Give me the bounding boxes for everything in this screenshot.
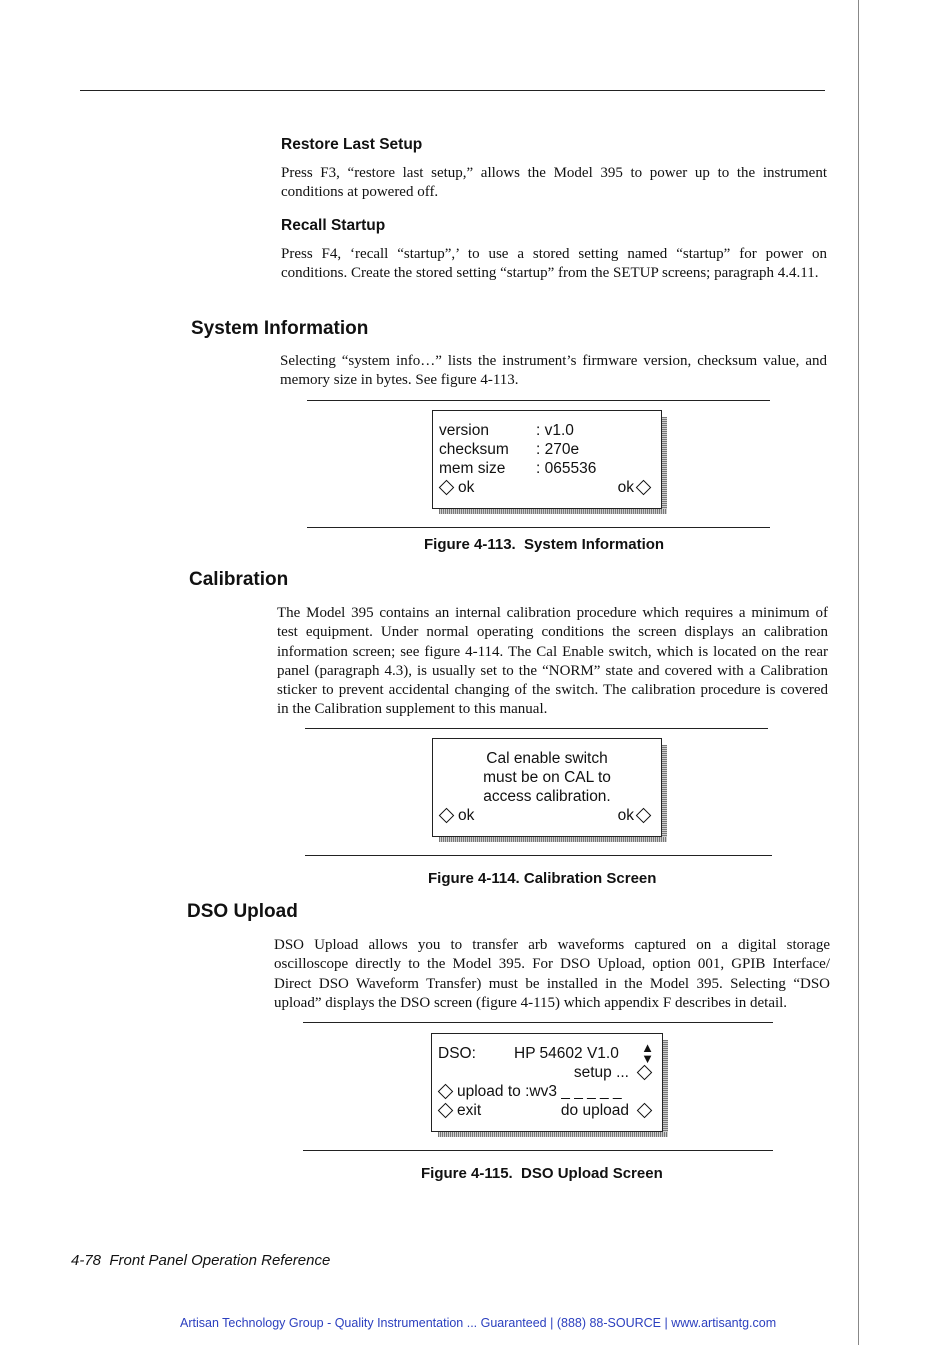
fig114-line-1: Cal enable switch xyxy=(486,750,608,767)
fig115-dso-value: HP 54602 V1.0 xyxy=(514,1045,619,1062)
fig115-upload-to-label: upload to :wv3 _ _ _ _ _ xyxy=(457,1083,622,1100)
header-rule xyxy=(80,90,825,91)
fig113-caption: Figure 4-113. System Information xyxy=(424,536,665,553)
recall-startup-heading: Recall Startup xyxy=(281,217,386,234)
restore-last-setup-heading: Restore Last Setup xyxy=(281,136,423,153)
fig114-left-softkey[interactable] xyxy=(437,807,474,825)
fig115-caption: Figure 4-115. DSO Upload Screen xyxy=(421,1165,663,1182)
fig115-dso-label: DSO: xyxy=(438,1045,476,1062)
diamond-icon xyxy=(636,808,652,824)
vendor-banner-link[interactable]: Artisan Technology Group - Quality Instrumentation ... Guaranteed | (888) 88-SOURCE | www.artisantg.com xyxy=(180,1316,777,1330)
restore-last-setup-body: Press F3, “restore last setup,” allows the Model 395 to power up to the instrument conditions at powered off. xyxy=(281,165,827,201)
fig115-upload-to-softkey[interactable] xyxy=(436,1083,622,1101)
fig114-left-softkey-label: ok xyxy=(458,807,475,824)
fig113-left-softkey-label: ok xyxy=(458,479,475,496)
fig113-right-softkey[interactable] xyxy=(618,479,655,497)
system-information-body: Selecting “system info…” lists the instrument’s firmware version, checksum value, and memory size in bytes. See figure 4-113. xyxy=(280,353,827,389)
diamond-icon xyxy=(439,808,455,824)
fig114-right-softkey[interactable] xyxy=(618,807,655,825)
fig113-top-rule xyxy=(307,400,770,401)
diamond-icon xyxy=(439,480,455,496)
page-reference: 4-78 Front Panel Operation Reference xyxy=(71,1252,331,1269)
fig115-setup-softkey[interactable] xyxy=(574,1064,656,1082)
fig113-version-label: version xyxy=(439,422,489,439)
fig113-version-value: : v1.0 xyxy=(536,422,574,439)
system-information-heading: System Information xyxy=(191,318,369,339)
recall-startup-body: Press F4, ‘recall “startup”,’ to use a stored setting named “startup” for power on conditions. Create the stored setting “startup” from the SETUP screens; paragraph 4.4.11. xyxy=(281,246,827,282)
fig114-caption: Figure 4-114. Calibration Screen xyxy=(428,870,657,887)
page-edge-line xyxy=(858,0,859,1345)
fig113-memsize-label: mem size xyxy=(439,460,506,477)
fig113-memsize-value: : 065536 xyxy=(536,460,597,477)
fig113-right-softkey-label: ok xyxy=(617,479,634,496)
fig115-top-rule xyxy=(303,1022,773,1023)
diamond-icon xyxy=(637,1065,653,1081)
fig113-left-softkey[interactable] xyxy=(437,479,474,497)
fig114-line-2: must be on CAL to xyxy=(483,769,611,786)
diamond-icon xyxy=(637,1103,653,1119)
up-down-arrow-icon[interactable]: ▲ ▼ xyxy=(641,1040,654,1066)
diamond-icon xyxy=(438,1084,454,1100)
fig115-do-upload-softkey[interactable] xyxy=(561,1102,656,1120)
diamond-icon xyxy=(636,480,652,496)
fig115-bottom-rule xyxy=(303,1150,773,1151)
fig114-top-rule xyxy=(305,728,768,729)
fig114-lcd-screen xyxy=(432,738,662,837)
calibration-body: The Model 395 contains an internal calibration procedure which requires a minimum of test equipment. Under normal operating conditions the screen displays an calibration information screen; see figure 4-114. The Cal Enable switch, which is located on the rear panel (paragraph 4.3), is usually set to the “NORM” state and covered with a Calibration sticker to prevent accidental changing of the switch. The calibration procedure is covered in the Calibration supplement to this manual. xyxy=(277,605,828,718)
fig114-line-3: access calibration. xyxy=(483,788,611,805)
dso-upload-body: DSO Upload allows you to transfer arb waveforms captured on a digital storage oscilloscope directly to the Model 395. For DSO Upload, option 001, GPIB Interface/ Direct DSO Waveform Transfer) must be installed in the Model 395. Selecting “DSO upload” displays the DSO screen (figure 4-115) which appendix F describes in detail. xyxy=(274,937,830,1011)
fig115-exit-softkey[interactable] xyxy=(436,1102,481,1120)
diamond-icon xyxy=(438,1103,454,1119)
fig115-do-upload-label: do upload xyxy=(560,1102,629,1119)
fig113-checksum-label: checksum xyxy=(439,441,509,458)
calibration-heading: Calibration xyxy=(189,569,289,590)
fig114-right-softkey-label: ok xyxy=(617,807,634,824)
fig113-lcd-screen xyxy=(432,410,662,509)
fig115-setup-label: setup ... xyxy=(573,1064,629,1081)
fig113-checksum-value: : 270e xyxy=(536,441,580,458)
fig113-bottom-rule xyxy=(307,527,770,528)
dso-upload-heading: DSO Upload xyxy=(187,901,298,922)
fig114-bottom-rule xyxy=(305,855,772,856)
fig115-exit-label: exit xyxy=(457,1102,482,1119)
fig115-lcd-screen xyxy=(431,1033,663,1132)
